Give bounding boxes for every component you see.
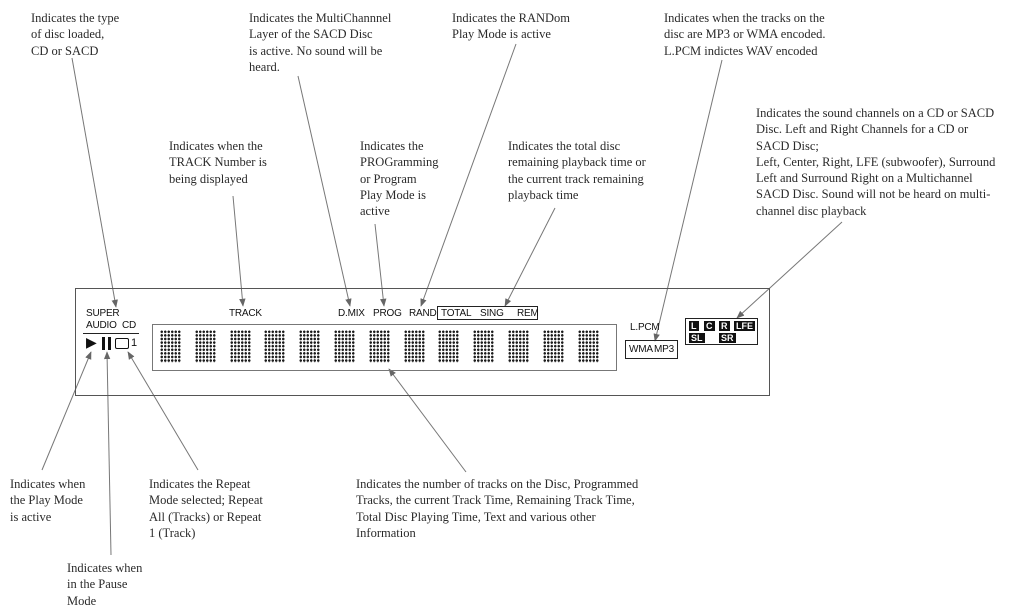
annotation-track: Indicates when the TRACK Number is being displayed [169, 139, 267, 186]
channel-sl: SL [691, 333, 703, 343]
matrix-char-cell [438, 330, 459, 363]
matrix-char-cell [299, 330, 320, 363]
pause-icon [102, 337, 113, 350]
prog-indicator: PROG [373, 308, 402, 319]
annotation-multichannel: Indicates the MultiChannnel Layer of the SACD Disc is active. No sound will be heard. [249, 11, 392, 74]
mp3-indicator: MP3 [654, 344, 674, 355]
audio-label: AUDIO [86, 320, 117, 331]
cd-label: CD [122, 320, 137, 331]
leader-multichannel [298, 76, 350, 306]
matrix-char-cell [334, 330, 355, 363]
super-label: SUPER [86, 308, 120, 319]
rem-indicator: REM [517, 308, 539, 319]
annotation-channels: Indicates the sound channels on a CD or SACD Disc. Left and Right Channels for a CD or SACD Disc; Left, Center, Right, LFE (subwoofer), Surround Left and Surround Right on a Multichannel SACD Disc. Sound will not be heard on multi- channel disc playback [756, 106, 996, 218]
annotation-mp3-wma: Indicates when the tracks on the disc are MP3 or WMA encoded. L.PCM indictes WAV encoded [664, 11, 826, 58]
matrix-char-cell [508, 330, 529, 363]
leader-disc-type [72, 58, 116, 307]
matrix-char-cell [473, 330, 494, 363]
annotation-random: Indicates the RANDom Play Mode is active [452, 11, 571, 42]
matrix-char-cell [195, 330, 216, 363]
annotation-program: Indicates the PROGramming or Program Play Mode is active [360, 139, 439, 219]
total-indicator: TOTAL [441, 308, 472, 319]
matrix-char-cell [264, 330, 285, 363]
matrix-char-cell [543, 330, 564, 363]
repeat-one-label: 1 [131, 337, 137, 349]
rand-indicator: RAND [409, 308, 437, 319]
matrix-char-cell [369, 330, 390, 363]
play-icon: ▶ [86, 335, 97, 351]
repeat-icon [115, 338, 129, 349]
annotation-tracks-info: Indicates the number of tracks on the Disc, Programmed Tracks, the current Track Time, Remaining Track Time, Total Disc Playing Time, Text and various other Information [356, 477, 639, 540]
channel-lfe: LFE [736, 321, 753, 331]
sing-indicator: SING [480, 308, 504, 319]
annotation-pause: Indicates when in the Pause Mode [67, 561, 143, 608]
matrix-char-cell [404, 330, 425, 363]
channel-l: L [691, 321, 697, 331]
lpcm-indicator: L.PCM [630, 322, 660, 333]
channel-r: R [721, 321, 728, 331]
matrix-char-cell [160, 330, 181, 363]
matrix-char-cell [578, 330, 599, 363]
wma-indicator: WMA [629, 344, 653, 355]
matrix-char-cell [230, 330, 251, 363]
annotation-play: Indicates when the Play Mode is active [10, 477, 86, 524]
dmix-indicator: D.MIX [338, 308, 365, 319]
channel-c: C [706, 321, 713, 331]
channel-sr: SR [721, 333, 734, 343]
annotation-remaining: Indicates the total disc remaining playback time or the current track remaining playback time [508, 139, 646, 202]
track-indicator: TRACK [229, 308, 262, 319]
annotation-repeat: Indicates the Repeat Mode selected; Repeat All (Tracks) or Repeat 1 (Track) [149, 477, 263, 540]
annotation-disc-type: Indicates the type of disc loaded, CD or SACD [31, 11, 120, 58]
